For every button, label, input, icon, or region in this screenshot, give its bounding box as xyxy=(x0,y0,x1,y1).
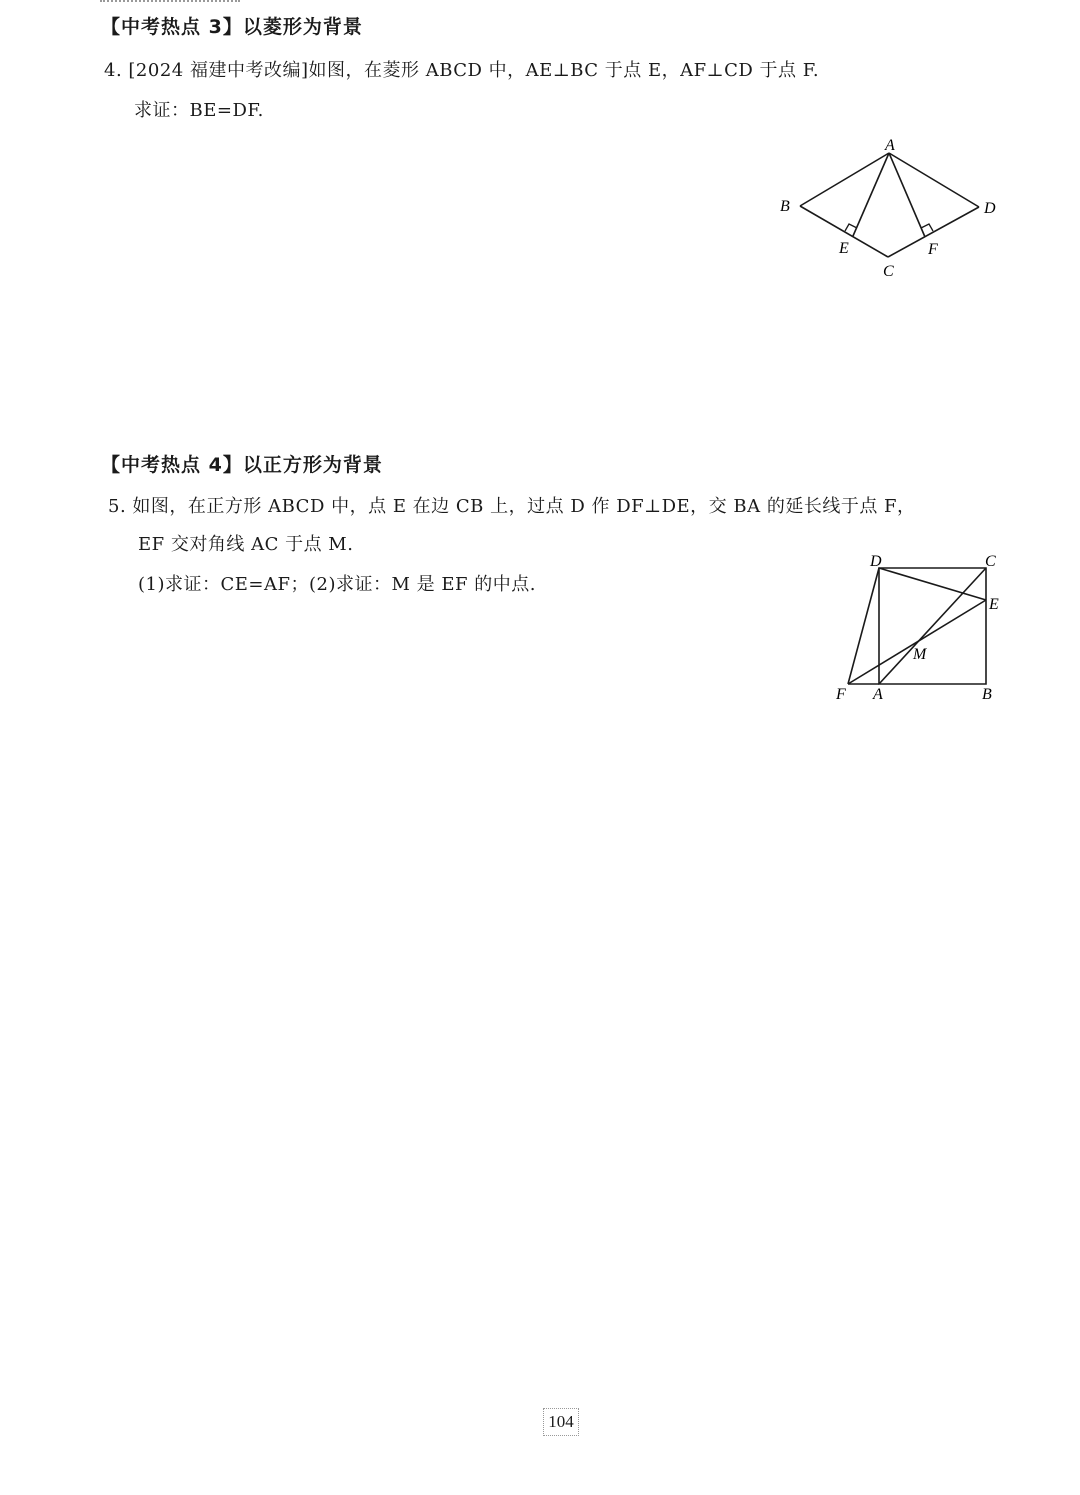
segment-AF xyxy=(889,153,925,237)
label-F: F xyxy=(928,241,938,258)
segment-AE xyxy=(853,153,889,236)
label-D: D xyxy=(870,553,882,570)
section-4-heading: 【中考热点 4】以正方形为背景 xyxy=(101,454,383,476)
page-number: 104 xyxy=(543,1408,579,1436)
problem-5-questions: (1)求证：CE=AF；(2)求证：M 是 EF 的中点. xyxy=(138,574,536,595)
top-dotted-rule xyxy=(100,0,240,2)
section-3-heading: 【中考热点 3】以菱形为背景 xyxy=(101,16,363,38)
label-B: B xyxy=(982,686,992,703)
label-C: C xyxy=(883,263,894,280)
segment-AC xyxy=(879,568,986,684)
label-M: M xyxy=(913,646,927,663)
segment-DE xyxy=(879,568,986,600)
label-F: F xyxy=(836,686,846,703)
problem-5-statement: 5. 如图，在正方形 ABCD 中，点 E 在边 CB 上，过点 D 作 DF⊥DE，交 BA 的延长线于点 F， xyxy=(108,496,916,517)
problem-4-statement: 4. [2024 福建中考改编]如图，在菱形 ABCD 中，AE⊥BC 于点 E，AF⊥CD 于点 F. xyxy=(104,60,820,81)
label-E: E xyxy=(839,240,849,257)
segment-DF xyxy=(848,568,879,684)
label-A: A xyxy=(885,137,895,154)
label-C: C xyxy=(985,553,996,570)
label-B: B xyxy=(780,198,790,215)
square-figure xyxy=(830,548,1010,708)
segment-DA xyxy=(889,153,979,207)
problem-4-prove: 求证：BE=DF. xyxy=(134,100,264,121)
rhombus-figure xyxy=(770,130,1010,285)
label-A: A xyxy=(873,686,883,703)
label-E: E xyxy=(989,596,999,613)
segment-AB xyxy=(800,153,889,206)
segment-EF xyxy=(848,600,986,684)
label-D: D xyxy=(984,200,996,217)
problem-5-statement-cont: EF 交对角线 AC 于点 M. xyxy=(138,534,354,555)
